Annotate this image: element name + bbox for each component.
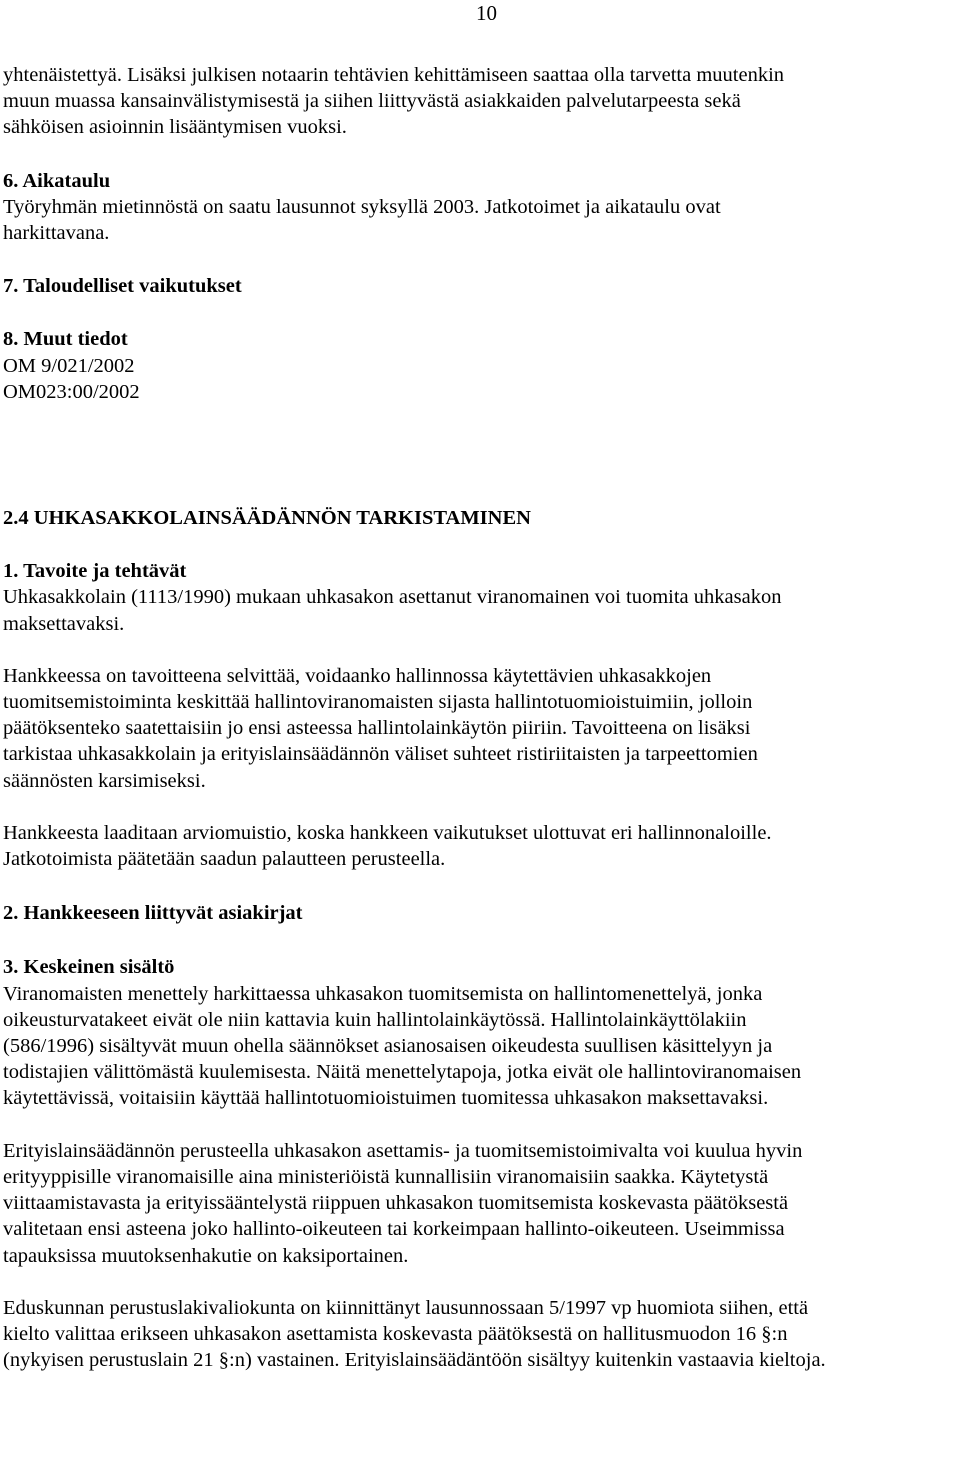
section-heading: 1. Tavoite ja tehtävät: [3, 560, 187, 583]
section-6: [3, 168, 953, 247]
page-number: 10: [476, 1, 497, 25]
text-line: kielto valittaa erikseen uhkasakon asettamista koskevasta päätöksestä on hallitusmuodon 16 §:n: [3, 1322, 788, 1345]
project-title: 2.4 UHKASAKKOLAINSÄÄDÄNNÖN TARKISTAMINEN: [3, 507, 531, 530]
text-line: erityyppisille viranomaisille aina ministeriöistä kunnallisiin viranomaisiin saakka. Käytetystä: [3, 1165, 769, 1188]
text-line: Hankkeesta laaditaan arviomuistio, koska hankkeen vaikutukset ulottuvat eri hallinnonaloille.: [3, 821, 772, 844]
text-line: viittaamistavasta ja erityissääntelystä riippuen uhkasakon tuomitsemista koskevasta päätöksestä: [3, 1192, 789, 1215]
text-line: muun muassa kansainvälistymisestä ja siihen liittyvästä asiakkaiden palvelutarpeesta sekä: [3, 90, 741, 113]
text-line: valitetaan ensi asteena joko hallinto-oikeuteen tai korkeimpaan hallinto-oikeuteen. Useimmissa: [3, 1218, 785, 1241]
section-heading: 8. Muut tiedot: [3, 328, 128, 351]
text-line: Eduskunnan perustuslakivaliokunta on kiinnittänyt lausunnossaan 5/1997 vp huomiota siihen, että: [3, 1296, 809, 1319]
intro-paragraph: [3, 62, 953, 141]
text-line: tapauksissa muutoksenhakutie on kaksiportainen.: [3, 1244, 409, 1267]
text-line: tarkistaa uhkasakkolain ja erityislainsäädännön väliset suhteet ristiriitaisten ja tarpeettomien: [3, 743, 758, 766]
text-line: yhtenäistettyä. Lisäksi julkisen notaarin tehtävien kehittämiseen saattaa olla tarvetta muutenkin: [3, 64, 785, 86]
text-line: (586/1996) sisältyvät muun ohella säännökset asianosaisen oikeudesta suullisen käsittelyyn ja: [3, 1035, 773, 1058]
text-line: (nykyisen perustuslain 21 §:n) vastainen. Erityislainsäädäntöön sisältyy kuitenkin vastaavia kieltoja.: [3, 1349, 826, 1372]
section-heading: 7. Taloudelliset vaikutukset: [3, 275, 242, 298]
goal-paragraph: [3, 663, 953, 794]
text-line: Uhkasakkolain (1113/1990) mukaan uhkasakon asettanut viranomainen voi tuomita uhkasakon: [3, 586, 782, 609]
text-line: oikeusturvatakeet eivät ole niin kattavia kuin hallintolainkäytössä. Hallintolainkäyttölakiin: [3, 1008, 747, 1031]
text-line: todistajien välittömästä kuulemisesta. Näitä menettelytapoja, jotka eivät ole hallintoviranomaisen: [3, 1061, 802, 1084]
memo-paragraph: [3, 820, 953, 872]
section-7: [3, 273, 953, 299]
text-line: päätöksenteko saatettaisiin jo ensi asteessa hallintolainkäytön piiriin. Tavoitteena on lisäksi: [3, 717, 751, 740]
text-line: Erityislainsäädännön perusteella uhkasakon asettamis- ja tuomitsemistoimivalta voi kuulua hyvin: [3, 1139, 803, 1162]
text-line: käytettävissä, voitaisiin käyttää hallintotuomioistuimen tuomitessa uhkasakon maksettavaksi.: [3, 1087, 769, 1110]
text-line: Viranomaisten menettely harkittaessa uhkasakon tuomitsemista on hallintomenettelyä, jonka: [3, 982, 763, 1005]
text-line: Hankkeessa on tavoitteena selvittää, voidaanko hallinnossa käytettävien uhkasakkojen: [3, 664, 712, 687]
committee-paragraph: [3, 1295, 953, 1374]
text-line: maksettavaksi.: [3, 612, 125, 635]
special-legislation-paragraph: [3, 1138, 953, 1269]
text-line: Työryhmän mietinnöstä on saatu lausunnot syksyllä 2003. Jatkotoimet ja aikataulu ovat: [3, 195, 721, 218]
text-line: harkittavana.: [3, 222, 110, 245]
reference-line: OM023:00/2002: [3, 380, 140, 403]
text-line: säännösten karsimiseksi.: [3, 769, 206, 792]
section-heading: 2. Hankkeeseen liittyvät asiakirjat: [3, 902, 303, 925]
reference-line: OM 9/021/2002: [3, 354, 135, 377]
section-heading: 3. Keskeinen sisältö: [3, 956, 175, 979]
text-line: Jatkotoimista päätetään saadun palautteen perusteella.: [3, 848, 446, 871]
text-line: sähköisen asioinnin lisääntymisen vuoksi.: [3, 116, 347, 139]
section-heading: 6. Aikataulu: [3, 169, 111, 192]
goal-section: [3, 558, 953, 637]
section-8: [3, 326, 953, 405]
document-body: [3, 62, 953, 1373]
text-line: tuomitsemistoiminta keskittää hallintoviranomaisten sijasta hallintotuomioistuimiin, jolloin: [3, 691, 753, 714]
content-section: [3, 954, 953, 1111]
